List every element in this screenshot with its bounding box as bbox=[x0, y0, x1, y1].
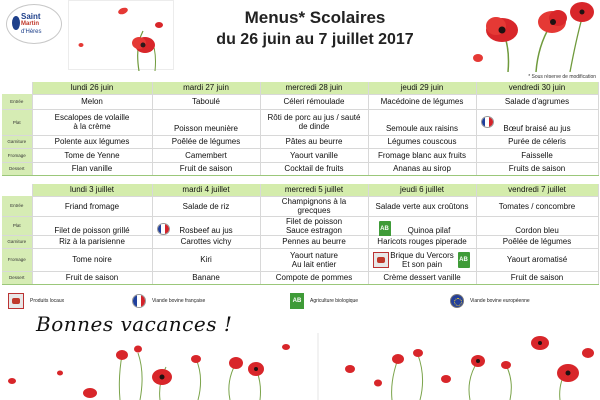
day-header: mercredi 28 juin bbox=[260, 82, 368, 94]
french-flag-icon bbox=[157, 223, 170, 235]
local-product-icon bbox=[373, 252, 389, 268]
legend-item-local bbox=[8, 292, 64, 310]
menu-cell: Carottes vichy bbox=[152, 235, 260, 248]
menu-cell: Cocktail de fruits bbox=[260, 162, 368, 175]
menu-cell-text: Champignons à la grecques bbox=[281, 197, 347, 215]
menu-table-week-1 bbox=[2, 82, 599, 176]
menu-cell-text: Semoule aux raisins bbox=[385, 123, 459, 133]
logo-line-2: Martin bbox=[21, 21, 39, 27]
poppy-image-bottom bbox=[0, 333, 600, 400]
day-header: vendredi 7 juillet bbox=[476, 184, 598, 196]
menu-cell bbox=[32, 109, 152, 135]
row-label-fromage: Fromage bbox=[2, 248, 32, 271]
menu-cell-text: Cordon bleu bbox=[515, 225, 559, 235]
legend-label: Viande bovine européenne bbox=[470, 298, 530, 304]
menu-cell bbox=[32, 216, 152, 235]
row-label-dessert: Dessert bbox=[2, 162, 32, 175]
european-flag-icon bbox=[450, 294, 464, 308]
menu-cell: Salade d'agrumes bbox=[476, 94, 598, 109]
menu-title bbox=[180, 8, 450, 50]
legend-label: Produits locaux bbox=[30, 298, 65, 304]
corner-cell bbox=[2, 184, 32, 196]
french-flag-icon bbox=[132, 294, 146, 308]
row-label-garniture: Garniture bbox=[2, 135, 32, 148]
poppy-image-top-right bbox=[458, 0, 600, 72]
menu-cell bbox=[152, 216, 260, 235]
logo-line-1: Saint bbox=[21, 12, 41, 21]
menu-cell: Taboulé bbox=[152, 94, 260, 109]
row-label-garniture: Garniture bbox=[2, 235, 32, 248]
menu-cell: Yaourt vanille bbox=[260, 148, 368, 162]
menu-cell: Poêlée de légumes bbox=[152, 135, 260, 148]
menu-cell-text: Quinoa pilaf bbox=[407, 225, 451, 235]
menu-cell: Poêlée de légumes bbox=[476, 235, 598, 248]
menu-cell: Crème dessert vanille bbox=[368, 271, 476, 284]
menu-cell: Macédoine de légumes bbox=[368, 94, 476, 109]
menu-cell: Pennes au beurre bbox=[260, 235, 368, 248]
menu-cell bbox=[260, 109, 368, 135]
menu-cell bbox=[368, 216, 476, 235]
menu-cell: Salade de riz bbox=[152, 196, 260, 216]
row-label-plat: Plat bbox=[2, 109, 32, 135]
legend bbox=[8, 292, 588, 310]
menu-cell bbox=[260, 248, 368, 271]
day-header: mardi 27 juin bbox=[152, 82, 260, 94]
menu-cell bbox=[476, 216, 598, 235]
legend-label: Agriculture biologique bbox=[310, 298, 359, 304]
row-label-plat: Plat bbox=[2, 216, 32, 235]
menu-cell-text: Filet de poisson Sauce estragon bbox=[285, 216, 343, 235]
organic-ab-icon: AB bbox=[379, 221, 391, 237]
menu-cell: Melon bbox=[32, 94, 152, 109]
menu-cell: Purée de céleris bbox=[476, 135, 598, 148]
menu-cell: Compote de pommes bbox=[260, 271, 368, 284]
menu-cell: Fruit de saison bbox=[152, 162, 260, 175]
day-header: lundi 3 juillet bbox=[32, 184, 152, 196]
menu-cell: Fruit de saison bbox=[476, 271, 598, 284]
day-header: vendredi 30 juin bbox=[476, 82, 598, 94]
menu-cell-text: Poisson meunière bbox=[173, 123, 239, 133]
day-header: lundi 26 juin bbox=[32, 82, 152, 94]
menu-cell: Camembert bbox=[152, 148, 260, 162]
menu-cell-text: Rôti de porc au jus / sauté de dinde bbox=[267, 113, 361, 131]
logo-line-3: d'Hères bbox=[21, 29, 42, 35]
menu-cell-text: Escalopes de volaille à la crème bbox=[54, 113, 130, 131]
menu-cell: Tome de Yenne bbox=[32, 148, 152, 162]
organic-ab-icon: AB bbox=[290, 293, 304, 309]
menu-cell: Tome noire bbox=[32, 248, 152, 271]
menu-cell-text: Bœuf braisé au jus bbox=[503, 123, 571, 133]
closing-message: Bonnes vacances ! bbox=[36, 312, 233, 336]
menu-cell: Polente aux légumes bbox=[32, 135, 152, 148]
row-label-entree: Entrée bbox=[2, 196, 32, 216]
menu-cell: Yaourt aromatisé bbox=[476, 248, 598, 271]
menu-cell-text: Yaourt nature Au lait entier bbox=[290, 250, 338, 269]
menu-cell: Pâtes au beurre bbox=[260, 135, 368, 148]
day-header: jeudi 6 juillet bbox=[368, 184, 476, 196]
menu-cell: Kiri bbox=[152, 248, 260, 271]
menu-cell: Haricots rouges piperade bbox=[368, 235, 476, 248]
row-label-entree: Entrée bbox=[2, 94, 32, 109]
menu-cell bbox=[368, 109, 476, 135]
corner-cell bbox=[2, 82, 32, 94]
menu-cell: Riz à la parisienne bbox=[32, 235, 152, 248]
day-header: jeudi 29 juin bbox=[368, 82, 476, 94]
city-logo bbox=[6, 4, 62, 44]
menu-table-week-2 bbox=[2, 184, 599, 285]
menu-cell-text: Rosbeef au jus bbox=[179, 225, 233, 235]
day-header: mardi 4 juillet bbox=[152, 184, 260, 196]
title-line-2: du 26 juin au 7 juillet 2017 bbox=[216, 31, 414, 48]
local-product-icon bbox=[8, 293, 24, 309]
menu-cell: Banane bbox=[152, 271, 260, 284]
menu-cell: Céleri rémoulade bbox=[260, 94, 368, 109]
menu-cell-text: Filet de poisson grillé bbox=[54, 225, 130, 235]
menu-cell bbox=[476, 109, 598, 135]
menu-cell: Ananas au sirop bbox=[368, 162, 476, 175]
menu-cell: Tomates / concombre bbox=[476, 196, 598, 216]
poppy-image-top-left bbox=[68, 0, 174, 70]
menu-cell: Friand fromage bbox=[32, 196, 152, 216]
title-line-1: Menus* Scolaires bbox=[244, 8, 386, 27]
logo-mark-icon bbox=[12, 16, 20, 30]
menu-cell-text: Brique du Vercors Et son pain bbox=[390, 250, 454, 269]
legend-item-french-beef bbox=[132, 292, 205, 310]
row-label-fromage: Fromage bbox=[2, 148, 32, 162]
menu-cell: Flan vanille bbox=[32, 162, 152, 175]
menu-cell: Fruits de saison bbox=[476, 162, 598, 175]
menu-cell: Faisselle bbox=[476, 148, 598, 162]
legend-label: Viande bovine française bbox=[152, 298, 206, 304]
row-label-dessert: Dessert bbox=[2, 271, 32, 284]
organic-ab-icon: AB bbox=[458, 252, 470, 268]
menu-cell bbox=[368, 248, 476, 271]
menu-cell bbox=[152, 109, 260, 135]
legend-item-organic bbox=[290, 292, 358, 310]
menu-cell bbox=[260, 216, 368, 235]
legend-item-eu-beef bbox=[450, 292, 530, 310]
menu-cell: Salade verte aux croûtons bbox=[368, 196, 476, 216]
menu-cell: Légumes couscous bbox=[368, 135, 476, 148]
day-header: mercredi 5 juillet bbox=[260, 184, 368, 196]
reservation-note: * Sous réserve de modification bbox=[528, 74, 596, 80]
menu-cell: Fromage blanc aux fruits bbox=[368, 148, 476, 162]
french-flag-icon bbox=[481, 116, 494, 128]
menu-cell bbox=[260, 196, 368, 216]
menu-cell: Fruit de saison bbox=[32, 271, 152, 284]
